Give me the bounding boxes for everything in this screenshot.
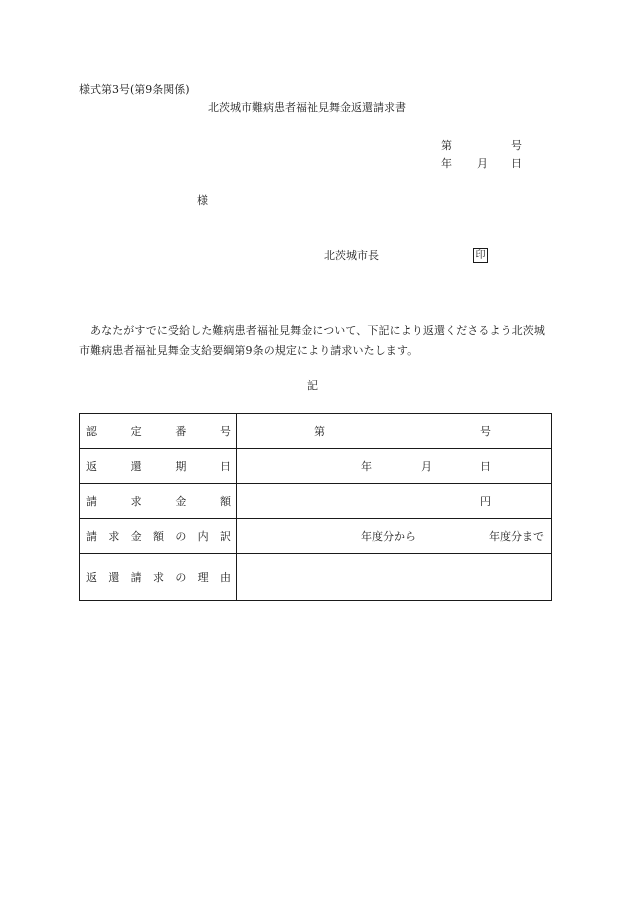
doc-number-suffix: 号 bbox=[511, 139, 522, 152]
amount-unit: 円 bbox=[480, 495, 491, 508]
date-month: 月 bbox=[477, 157, 488, 170]
row-label-amount: 請 求 金 額 bbox=[86, 495, 231, 508]
table-row bbox=[80, 484, 552, 519]
cert-prefix: 第 bbox=[314, 425, 325, 438]
body-paragraph: あなたがすでに受給した難病患者福祉見舞金について、下記により返還くださるよう北茨城市難病患者福祉見舞金支給要綱第9条の規定により請求いたします。 bbox=[79, 324, 545, 357]
breakdown-from: 年度分から bbox=[361, 530, 416, 543]
deadline-day: 日 bbox=[480, 460, 491, 473]
deadline-year: 年 bbox=[361, 460, 372, 473]
cert-suffix: 号 bbox=[480, 425, 491, 438]
document-title: 北茨城市難病患者福祉見舞金返還請求書 bbox=[208, 101, 406, 114]
return-deadline-field[interactable] bbox=[237, 449, 552, 484]
date-day: 日 bbox=[511, 157, 522, 170]
row-label-certification-number: 認 定 番 号 bbox=[86, 425, 231, 438]
ki-heading: 記 bbox=[307, 379, 318, 392]
issuer-name: 北茨城市長 bbox=[324, 249, 379, 262]
certification-number-field[interactable] bbox=[237, 414, 552, 449]
breakdown-to: 年度分まで bbox=[489, 530, 544, 543]
table-row bbox=[80, 449, 552, 484]
return-reason-field[interactable] bbox=[237, 554, 552, 601]
row-label-amount-breakdown: 請 求 金 額 の 内 訳 bbox=[86, 530, 231, 543]
amount-field[interactable] bbox=[237, 484, 552, 519]
form-number: 様式第3号(第9条関係) bbox=[79, 83, 190, 96]
recipient-suffix: 様 bbox=[197, 194, 208, 207]
row-label-return-reason: 返 還 請 求 の 理 由 bbox=[86, 571, 231, 584]
seal-mark: 印 bbox=[473, 248, 488, 263]
request-table bbox=[79, 413, 552, 601]
row-label-return-deadline: 返 還 期 日 bbox=[86, 460, 231, 473]
date-year: 年 bbox=[441, 157, 452, 170]
deadline-month: 月 bbox=[421, 460, 432, 473]
amount-breakdown-field[interactable] bbox=[237, 519, 552, 554]
table-row bbox=[80, 519, 552, 554]
doc-number-prefix: 第 bbox=[441, 139, 452, 152]
table-row bbox=[80, 554, 552, 601]
table-row bbox=[80, 414, 552, 449]
